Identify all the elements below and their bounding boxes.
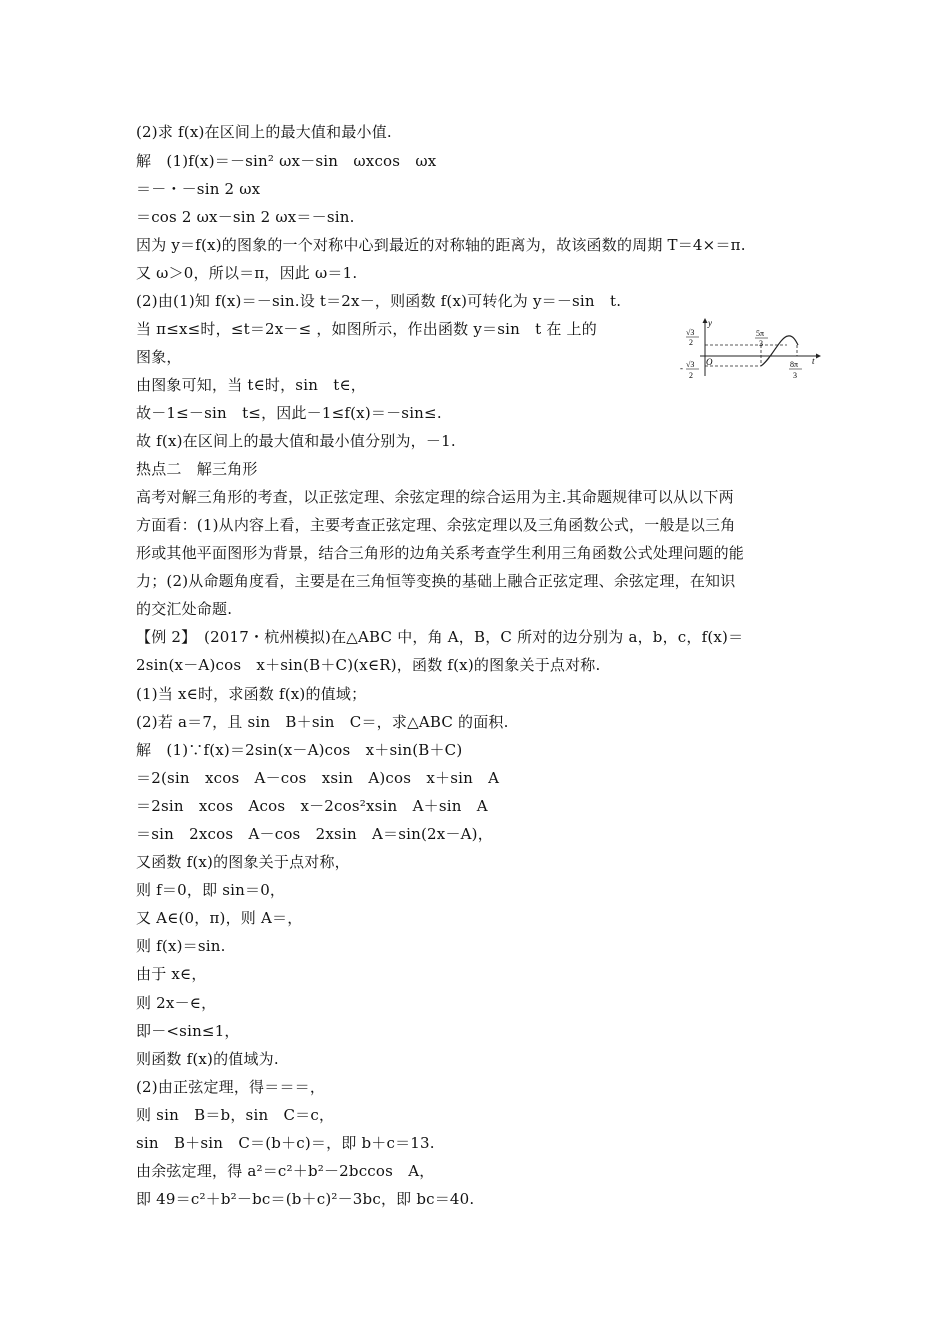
text-line: ＝2(sin xcos A－cos xsin A)cos x＋sin A <box>136 769 500 787</box>
text-line: 故 f(x)在区间上的最大值和最小值分别为，－1. <box>136 432 456 450</box>
bottom-left-fraction-numerator: √3 <box>686 360 695 369</box>
tick-end-numerator: 8π <box>790 360 799 369</box>
top-left-fraction-denominator: 2 <box>689 338 693 347</box>
text-line: 2sin(x－A)cos x＋sin(B＋C)(x∈R)，函数 f(x)的图象关于点对称. <box>136 656 601 674</box>
text-line: 则 sin B＝b，sin C＝c， <box>136 1106 335 1124</box>
tick-mid-numerator: 5π <box>756 329 765 338</box>
text-line: 解 (1)∵f(x)＝2sin(x－A)cos x＋sin(B＋C) <box>136 741 463 759</box>
text-line: 高考对解三角形的考查，以正弦定理、余弦定理的综合运用为主.其命题规律可以从以下两 <box>136 488 734 506</box>
text-line: 即 49＝c²＋b²－bc＝(b＋c)²－3bc，即 bc＝40. <box>136 1190 475 1208</box>
text-line: 则 f＝0，即 sin＝0， <box>136 881 286 899</box>
text-line: 则函数 f(x)的值域为. <box>136 1050 279 1068</box>
tick-end-denominator: 3 <box>793 371 797 380</box>
text-line: ＝－・－sin 2 ωx <box>136 180 261 198</box>
text-line: (2)由正弦定理，得＝＝＝， <box>136 1078 326 1096</box>
bottom-left-sign: - <box>680 363 683 373</box>
text-line: 则 2x－∈， <box>136 994 217 1012</box>
top-left-fraction-numerator: √3 <box>686 328 695 337</box>
text-line: 又 A∈(0，π)，则 A＝， <box>136 909 303 927</box>
text-line: ＝cos 2 ωx－sin 2 ωx＝－sin. <box>136 208 355 226</box>
text-line: 由图象可知，当 t∈时，sin t∈， <box>136 376 366 394</box>
t-axis-arrow <box>816 354 821 359</box>
text-line: ＝sin 2xcos A－cos 2xsin A＝sin(2x－A)， <box>136 825 493 843</box>
text-line: (2)若 a＝7，且 sin B＋sin C＝，求△ABC 的面积. <box>136 713 509 731</box>
y-axis-label: y <box>708 318 712 328</box>
text-line: 【例 2】 (2017・杭州模拟)在△ABC 中，角 A，B，C 所对的边分别为 a，b，c，f(x)＝ <box>136 628 744 646</box>
sine-graph-figure <box>676 318 822 390</box>
origin-label: O <box>706 357 713 367</box>
text-line: 方面看：(1)从内容上看，主要考查正弦定理、余弦定理以及三角函数公式，一般是以三角 <box>136 516 736 534</box>
bottom-left-fraction-denominator: 2 <box>689 371 693 380</box>
text-line: 由于 x∈， <box>136 965 207 983</box>
text-line: 由余弦定理，得 a²＝c²＋b²－2bccos A， <box>136 1162 435 1180</box>
tick-mid-denominator: 3 <box>759 339 763 348</box>
text-line: 形或其他平面图形为背景，结合三角形的边角关系考查学生利用三角函数公式处理问题的能 <box>136 544 745 562</box>
text-line: (2)求 f(x)在区间上的最大值和最小值. <box>136 123 392 141</box>
text-line: 因为 y＝f(x)的图象的一个对称中心到最近的对称轴的距离为，故该函数的周期 T＝4×＝π. <box>136 236 746 254</box>
y-axis-arrow <box>703 318 708 323</box>
text-line: 图象， <box>136 348 182 366</box>
text-line: 当 π≤x≤时，≤t＝2x－≤ ，如图所示，作出函数 y＝sin t 在 上的 <box>136 320 597 338</box>
text-line: 热点二 解三角形 <box>136 460 258 478</box>
text-line: 又 ω＞0，所以＝π，因此 ω＝1. <box>136 264 358 282</box>
text-line: 则 f(x)＝sin. <box>136 937 226 955</box>
text-line: ＝2sin xcos Acos x－2cos²xsin A＋sin A <box>136 797 488 815</box>
text-line: 即－<sin≤1， <box>136 1022 240 1040</box>
text-line: 的交汇处命题. <box>136 600 233 618</box>
text-line: 故－1≤－sin t≤，因此－1≤f(x)＝－sin≤. <box>136 404 442 422</box>
text-line: 又函数 f(x)的图象关于点对称， <box>136 853 350 871</box>
text-line: (1)当 x∈时，求函数 f(x)的值域； <box>136 685 367 703</box>
text-line: 力；(2)从命题角度看，主要是在三角恒等变换的基础上融合正弦定理、余弦定理，在知识 <box>136 572 736 590</box>
text-line: 解 (1)f(x)＝－sin² ωx－sin ωxcos ωx <box>136 152 437 170</box>
text-line: sin B＋sin C＝(b＋c)＝，即 b＋c＝13. <box>136 1134 435 1152</box>
text-line: (2)由(1)知 f(x)＝－sin.设 t＝2x－，则函数 f(x)可转化为 y＝－sin t. <box>136 292 622 310</box>
t-axis-label: t <box>812 356 815 366</box>
